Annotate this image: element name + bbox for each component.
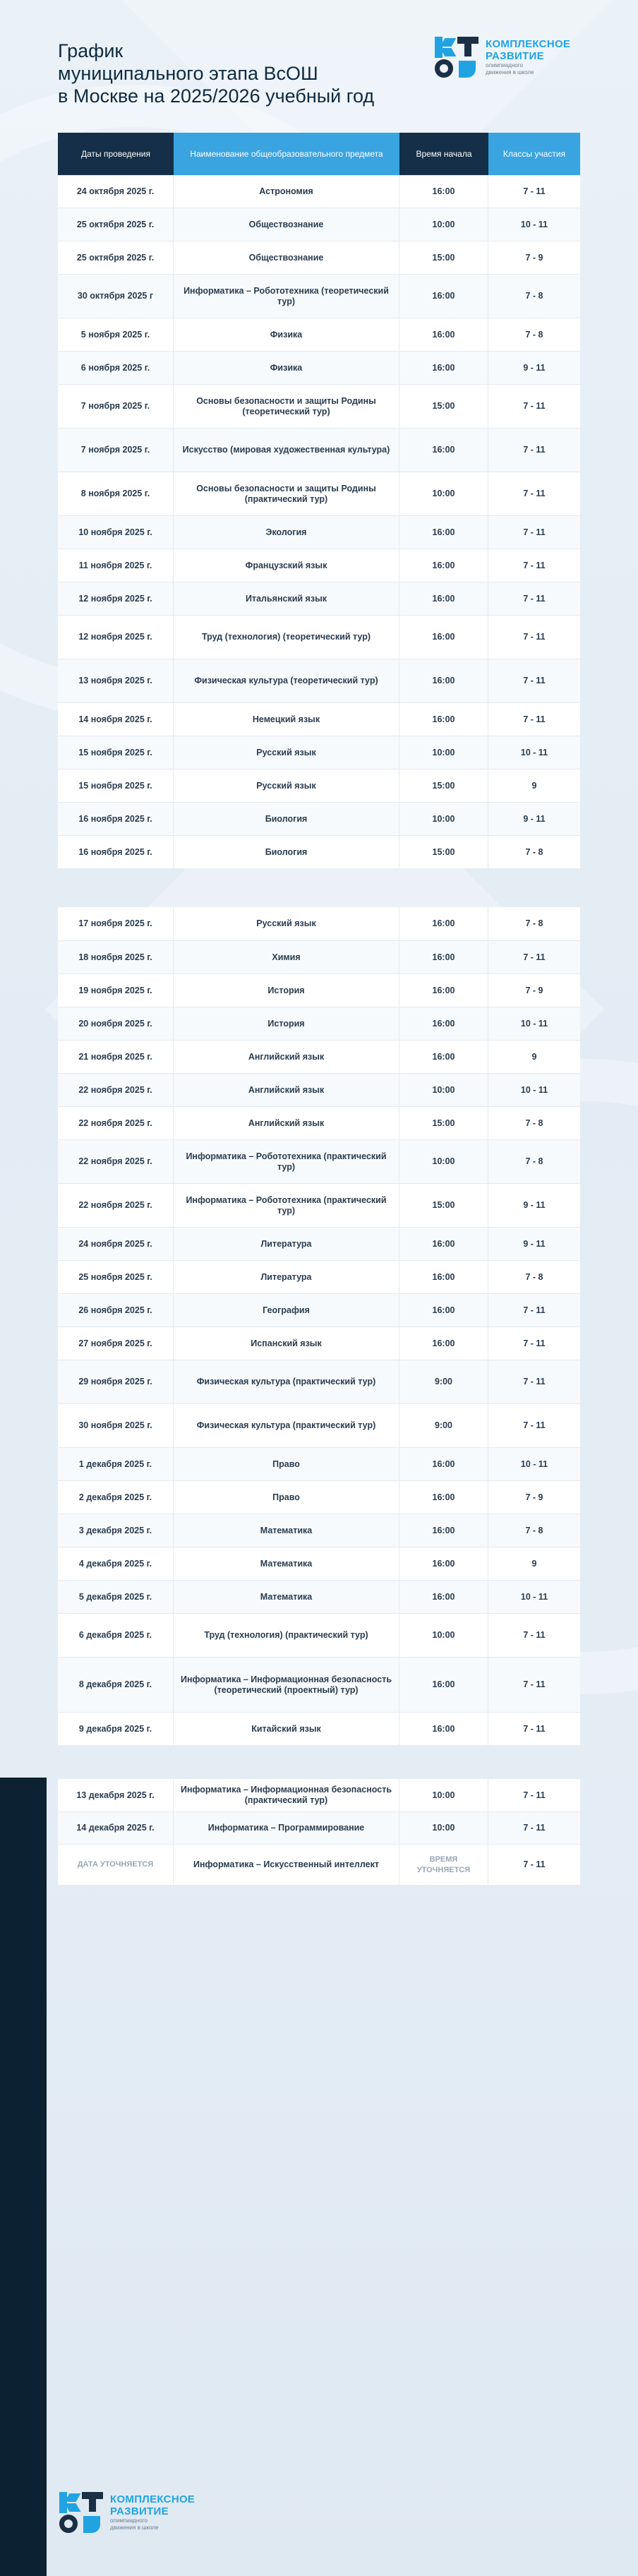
lower-background-panel — [47, 1778, 638, 2576]
subject-cell: Информатика – Робототехника (практический тур) — [174, 1140, 399, 1183]
subject-cell: Обществознание — [174, 241, 399, 274]
grades-cell: 10 - 11 — [520, 219, 548, 229]
time-cell: 16:00 — [399, 1261, 488, 1293]
subject-cell: Информатика – Робототехника (теоретический тур) — [174, 275, 399, 318]
subject-cell: Физика — [174, 318, 399, 351]
subject-cell: Испанский язык — [174, 1327, 399, 1360]
schedule-table-part-3 — [58, 1779, 580, 1885]
time-cell: 15:00 — [399, 1107, 488, 1139]
header-dates: Даты проведения — [58, 133, 174, 175]
time-cell: 15:00 — [399, 1184, 488, 1227]
table-row — [58, 1580, 580, 1613]
time-cell: 16:00 — [399, 1658, 488, 1712]
date-cell: 14 декабря 2025 г. — [58, 1812, 174, 1844]
subject-cell: Итальянский язык — [174, 582, 399, 615]
date-cell: 8 декабря 2025 г. — [58, 1658, 174, 1712]
table-row — [58, 472, 580, 515]
date-cell: 26 ноября 2025 г. — [58, 1294, 174, 1326]
date-cell: 21 ноября 2025 г. — [58, 1041, 174, 1073]
date-cell: 17 ноября 2025 г. — [58, 907, 174, 940]
subject-cell: Труд (технология) (теоретический тур) — [174, 616, 399, 659]
grades-cell: 7 - 11 — [523, 1305, 546, 1315]
title-line: График — [58, 40, 124, 61]
time-cell: 16:00 — [399, 582, 488, 615]
table-row — [58, 1844, 580, 1885]
grades-cell: 7 - 11 — [523, 445, 546, 455]
time-cell: 16:00 — [399, 659, 488, 702]
subject-cell: Информатика – Информационная безопасность (практический тур) — [174, 1779, 399, 1811]
subject-cell: Химия — [174, 941, 399, 974]
grades-cell: 7 - 11 — [523, 560, 546, 570]
grades-cell: 10 - 11 — [520, 747, 548, 757]
grades-cell: 9 - 11 — [523, 362, 546, 373]
grades-cell: 7 - 11 — [523, 401, 546, 411]
schedule-table-part-2 — [58, 907, 580, 1745]
time-cell: 9:00 — [399, 1360, 488, 1403]
grades-cell: 7 - 8 — [525, 1118, 543, 1128]
subject-cell: Право — [174, 1481, 399, 1514]
date-cell: 14 ноября 2025 г. — [58, 703, 174, 736]
subject-cell: Информатика – Робототехника (практический тур) — [174, 1184, 399, 1227]
grades-cell: 7 - 8 — [525, 918, 543, 928]
date-cell: 6 декабря 2025 г. — [58, 1614, 174, 1657]
table-row — [58, 1547, 580, 1580]
table-row — [58, 659, 580, 702]
brand-logo — [435, 37, 570, 78]
date-cell: 15 ноября 2025 г. — [58, 769, 174, 802]
grades-cell: 7 - 11 — [523, 1420, 546, 1430]
grades-cell: 9 — [531, 1051, 537, 1062]
date-cell: 2 декабря 2025 г. — [58, 1481, 174, 1514]
subject-cell: Литература — [174, 1261, 399, 1293]
time-cell: 10:00 — [399, 472, 488, 515]
grades-cell: 7 - 11 — [523, 1723, 546, 1734]
date-cell: 9 декабря 2025 г. — [58, 1713, 174, 1745]
date-cell: 22 ноября 2025 г. — [58, 1184, 174, 1227]
table-row — [58, 1447, 580, 1480]
grades-cell: 7 - 11 — [523, 714, 546, 724]
subject-cell: Английский язык — [174, 1041, 399, 1073]
grades-cell: 7 - 11 — [523, 1377, 546, 1386]
subject-cell: Информатика – Искусственный интеллект — [174, 1845, 399, 1885]
time-cell: 16:00 — [399, 1481, 488, 1514]
logo-mark-icon — [435, 37, 480, 78]
subject-cell: Астрономия — [174, 176, 399, 208]
table-body — [58, 1779, 580, 1885]
date-cell: 8 ноября 2025 г. — [58, 472, 174, 515]
date-cell: 30 октября 2025 г — [58, 275, 174, 318]
grades-cell: 9 — [531, 1558, 537, 1569]
grades-cell: 7 - 9 — [525, 1492, 543, 1502]
date-cell: 27 ноября 2025 г. — [58, 1327, 174, 1360]
table-row — [58, 615, 580, 659]
date-cell: 5 ноября 2025 г. — [58, 318, 174, 351]
subject-cell: Труд (технология) (практический тур) — [174, 1614, 399, 1657]
table-row — [58, 428, 580, 472]
date-cell: 13 ноября 2025 г. — [58, 659, 174, 702]
subject-cell: Физическая культура (практический тур) — [174, 1360, 399, 1403]
subject-cell: Французский язык — [174, 549, 399, 582]
header-start-time: Время начала — [399, 133, 488, 175]
time-cell: 16:00 — [399, 1514, 488, 1547]
date-cell: ДАТА УТОЧНЯЕТСЯ — [58, 1845, 174, 1885]
header-subject: Наименование общеобразовательного предмета — [174, 133, 399, 175]
grades-cell: 7 - 11 — [523, 527, 546, 537]
table-row — [58, 1326, 580, 1360]
date-cell: 22 ноября 2025 г. — [58, 1140, 174, 1183]
date-cell: 22 ноября 2025 г. — [58, 1107, 174, 1139]
subject-cell: Русский язык — [174, 769, 399, 802]
grades-cell: 9 - 11 — [523, 1200, 546, 1210]
subject-cell: Информатика – Информационная безопасность (теоретический (проектный) тур) — [174, 1658, 399, 1712]
time-cell: 16:00 — [399, 907, 488, 940]
logo-line: РАЗВИТИЕ — [486, 50, 544, 62]
table-row — [58, 940, 580, 974]
table-row — [58, 1260, 580, 1293]
grades-cell: 10 - 11 — [520, 1591, 548, 1602]
subject-cell: Физическая культура (практический тур) — [174, 1404, 399, 1447]
logo-mark-icon — [59, 2492, 104, 2533]
subject-cell: История — [174, 1007, 399, 1040]
brand-logo-footer — [59, 2492, 195, 2533]
grades-cell: 7 - 8 — [525, 329, 543, 340]
table-row — [58, 1183, 580, 1227]
schedule-table-part-1 — [58, 133, 580, 868]
grades-cell: 7 - 11 — [523, 1338, 546, 1348]
subject-cell: Русский язык — [174, 907, 399, 940]
date-cell: 1 декабря 2025 г. — [58, 1448, 174, 1480]
date-cell: 5 декабря 2025 г. — [58, 1581, 174, 1613]
time-cell: 16:00 — [399, 1547, 488, 1580]
date-cell: 25 ноября 2025 г. — [58, 1261, 174, 1293]
time-cell: 16:00 — [399, 1041, 488, 1073]
time-cell: 16:00 — [399, 1007, 488, 1040]
date-cell: 7 ноября 2025 г. — [58, 385, 174, 428]
table-row — [58, 1657, 580, 1712]
table-row — [58, 1106, 580, 1139]
date-cell: 6 ноября 2025 г. — [58, 352, 174, 384]
grades-cell: 7 - 11 — [523, 1679, 546, 1689]
grades-cell: 7 - 8 — [525, 1156, 543, 1166]
logo-line: КОМПЛЕКСНОЕ — [110, 2493, 195, 2505]
time-cell: 10:00 — [399, 1140, 488, 1183]
date-cell: 4 декабря 2025 г. — [58, 1547, 174, 1580]
grades-cell: 10 - 11 — [520, 1084, 548, 1095]
time-cell: 9:00 — [399, 1404, 488, 1447]
table-row — [58, 1811, 580, 1844]
subject-cell: Английский язык — [174, 1074, 399, 1106]
grades-cell: 7 - 11 — [523, 593, 546, 604]
subject-cell: Экология — [174, 516, 399, 549]
time-cell: 10:00 — [399, 1812, 488, 1844]
logo-text — [486, 38, 570, 76]
subject-cell: Английский язык — [174, 1107, 399, 1139]
subject-cell: Китайский язык — [174, 1713, 399, 1745]
date-cell: 16 ноября 2025 г. — [58, 803, 174, 835]
time-cell: 16:00 — [399, 549, 488, 582]
subject-cell: Обществознание — [174, 208, 399, 241]
date-cell: 25 октября 2025 г. — [58, 208, 174, 241]
table-row — [58, 1073, 580, 1106]
grades-cell: 10 - 11 — [520, 1018, 548, 1029]
subject-cell: Информатика – Программирование — [174, 1812, 399, 1844]
subject-cell: История — [174, 974, 399, 1007]
subject-cell: Математика — [174, 1514, 399, 1547]
grades-cell: 7 - 8 — [525, 291, 543, 301]
table-row — [58, 1227, 580, 1260]
table-row — [58, 582, 580, 615]
table-row — [58, 1040, 580, 1073]
time-cell: 16:00 — [399, 1294, 488, 1326]
grades-cell: 7 - 9 — [525, 252, 543, 263]
grades-cell: 7 - 11 — [523, 632, 546, 642]
date-cell: 24 ноября 2025 г. — [58, 1228, 174, 1260]
time-cell: 16:00 — [399, 974, 488, 1007]
table-row — [58, 1360, 580, 1403]
grades-cell: 7 - 8 — [525, 846, 543, 857]
grades-cell: 7 - 11 — [523, 952, 546, 962]
subject-cell: Математика — [174, 1547, 399, 1580]
table-row — [58, 384, 580, 428]
dark-side-panel — [0, 1778, 47, 2576]
table-row — [58, 907, 580, 940]
table-row — [58, 1007, 580, 1040]
time-cell: 16:00 — [399, 176, 488, 208]
time-cell: 16:00 — [399, 1713, 488, 1745]
time-cell: ВРЕМЯ УТОЧНЯЕТСЯ — [399, 1845, 488, 1885]
table-row — [58, 1712, 580, 1745]
table-row — [58, 974, 580, 1007]
time-cell: 10:00 — [399, 736, 488, 769]
time-cell: 10:00 — [399, 803, 488, 835]
time-cell: 16:00 — [399, 1327, 488, 1360]
date-cell: 10 ноября 2025 г. — [58, 516, 174, 549]
grades-cell: 7 - 11 — [523, 1630, 546, 1640]
table-row — [58, 1613, 580, 1657]
table-row — [58, 769, 580, 802]
subject-cell: Основы безопасности и защиты Родины (практический тур) — [174, 472, 399, 515]
date-cell: 25 октября 2025 г. — [58, 241, 174, 274]
table-row — [58, 802, 580, 835]
time-cell: 16:00 — [399, 616, 488, 659]
table-row — [58, 1293, 580, 1326]
table-row — [58, 351, 580, 384]
table-row — [58, 1139, 580, 1183]
logo-line: РАЗВИТИЕ — [110, 2505, 169, 2517]
time-cell: 15:00 — [399, 769, 488, 802]
grades-cell: 7 - 11 — [523, 1859, 546, 1869]
time-cell: 16:00 — [399, 703, 488, 736]
subject-cell: Биология — [174, 836, 399, 868]
logo-line: КОМПЛЕКСНОЕ — [486, 38, 571, 50]
time-cell: 15:00 — [399, 241, 488, 274]
time-cell: 10:00 — [399, 1074, 488, 1106]
table-header — [58, 133, 580, 175]
grades-cell: 7 - 11 — [523, 186, 546, 196]
table-body — [58, 907, 580, 1745]
table-row — [58, 318, 580, 351]
date-cell: 3 декабря 2025 г. — [58, 1514, 174, 1547]
date-cell: 12 ноября 2025 г. — [58, 582, 174, 615]
subject-cell: Немецкий язык — [174, 703, 399, 736]
logo-line: движения в школе — [110, 2524, 159, 2531]
time-cell: 15:00 — [399, 385, 488, 428]
table-body — [58, 175, 580, 868]
date-cell: 16 ноября 2025 г. — [58, 836, 174, 868]
grades-cell: 7 - 11 — [523, 676, 546, 685]
title-line: муниципального этапа ВсОШ — [58, 63, 318, 84]
table-row — [58, 1480, 580, 1514]
time-cell: 16:00 — [399, 941, 488, 974]
table-row — [58, 208, 580, 241]
date-cell: 18 ноября 2025 г. — [58, 941, 174, 974]
time-cell: 10:00 — [399, 1779, 488, 1811]
date-cell: 30 ноября 2025 г. — [58, 1404, 174, 1447]
subject-cell: Биология — [174, 803, 399, 835]
date-cell: 13 декабря 2025 г. — [58, 1779, 174, 1811]
date-cell: 24 октября 2025 г. — [58, 176, 174, 208]
time-cell: 15:00 — [399, 836, 488, 868]
date-cell: 15 ноября 2025 г. — [58, 736, 174, 769]
subject-cell: Право — [174, 1448, 399, 1480]
table-row — [58, 175, 580, 208]
date-cell: 22 ноября 2025 г. — [58, 1074, 174, 1106]
date-cell: 11 ноября 2025 г. — [58, 549, 174, 582]
grades-cell: 7 - 8 — [525, 1271, 543, 1282]
time-cell: 16:00 — [399, 275, 488, 318]
logo-line: движения в школе — [486, 69, 534, 76]
grades-cell: 7 - 9 — [525, 985, 543, 995]
subject-cell: Физическая культура (теоретический тур) — [174, 659, 399, 702]
table-row — [58, 1514, 580, 1547]
page-title — [58, 40, 425, 107]
table-row — [58, 1779, 580, 1811]
grades-cell: 7 - 11 — [523, 489, 546, 498]
grades-cell: 7 - 11 — [523, 1823, 546, 1833]
time-cell: 16:00 — [399, 1581, 488, 1613]
grades-cell: 9 - 11 — [523, 1238, 546, 1249]
table-row — [58, 1403, 580, 1447]
table-row — [58, 702, 580, 736]
date-cell: 12 ноября 2025 г. — [58, 616, 174, 659]
time-cell: 16:00 — [399, 1448, 488, 1480]
subject-cell: Основы безопасности и защиты Родины (теоретический тур) — [174, 385, 399, 428]
time-cell: 16:00 — [399, 516, 488, 549]
title-line: в Москве на 2025/2026 учебный год — [58, 85, 375, 107]
table-row — [58, 835, 580, 868]
table-row — [58, 274, 580, 318]
date-cell: 19 ноября 2025 г. — [58, 974, 174, 1007]
time-cell: 10:00 — [399, 208, 488, 241]
header-grades: Классы участия — [488, 133, 580, 175]
subject-cell: Литература — [174, 1228, 399, 1260]
time-cell: 10:00 — [399, 1614, 488, 1657]
subject-cell: Математика — [174, 1581, 399, 1613]
date-cell: 7 ноября 2025 г. — [58, 429, 174, 472]
table-row — [58, 515, 580, 549]
grades-cell: 9 - 11 — [523, 813, 546, 824]
date-cell: 20 ноября 2025 г. — [58, 1007, 174, 1040]
logo-line: олимпиадного — [486, 62, 523, 68]
time-cell: 16:00 — [399, 352, 488, 384]
logo-line: олимпиадного — [110, 2517, 148, 2524]
time-cell: 16:00 — [399, 1228, 488, 1260]
grades-cell: 10 - 11 — [520, 1458, 548, 1469]
grades-cell: 7 - 8 — [525, 1525, 543, 1535]
time-cell: 16:00 — [399, 318, 488, 351]
subject-cell: Физика — [174, 352, 399, 384]
grades-cell: 7 - 11 — [523, 1790, 546, 1800]
date-cell: 29 ноября 2025 г. — [58, 1360, 174, 1403]
subject-cell: Искусство (мировая художественная культура) — [174, 429, 399, 472]
subject-cell: Русский язык — [174, 736, 399, 769]
table-row — [58, 549, 580, 582]
logo-text — [110, 2493, 195, 2532]
table-row — [58, 241, 580, 274]
subject-cell: География — [174, 1294, 399, 1326]
grades-cell: 9 — [531, 780, 537, 791]
time-cell: 16:00 — [399, 429, 488, 472]
table-row — [58, 736, 580, 769]
